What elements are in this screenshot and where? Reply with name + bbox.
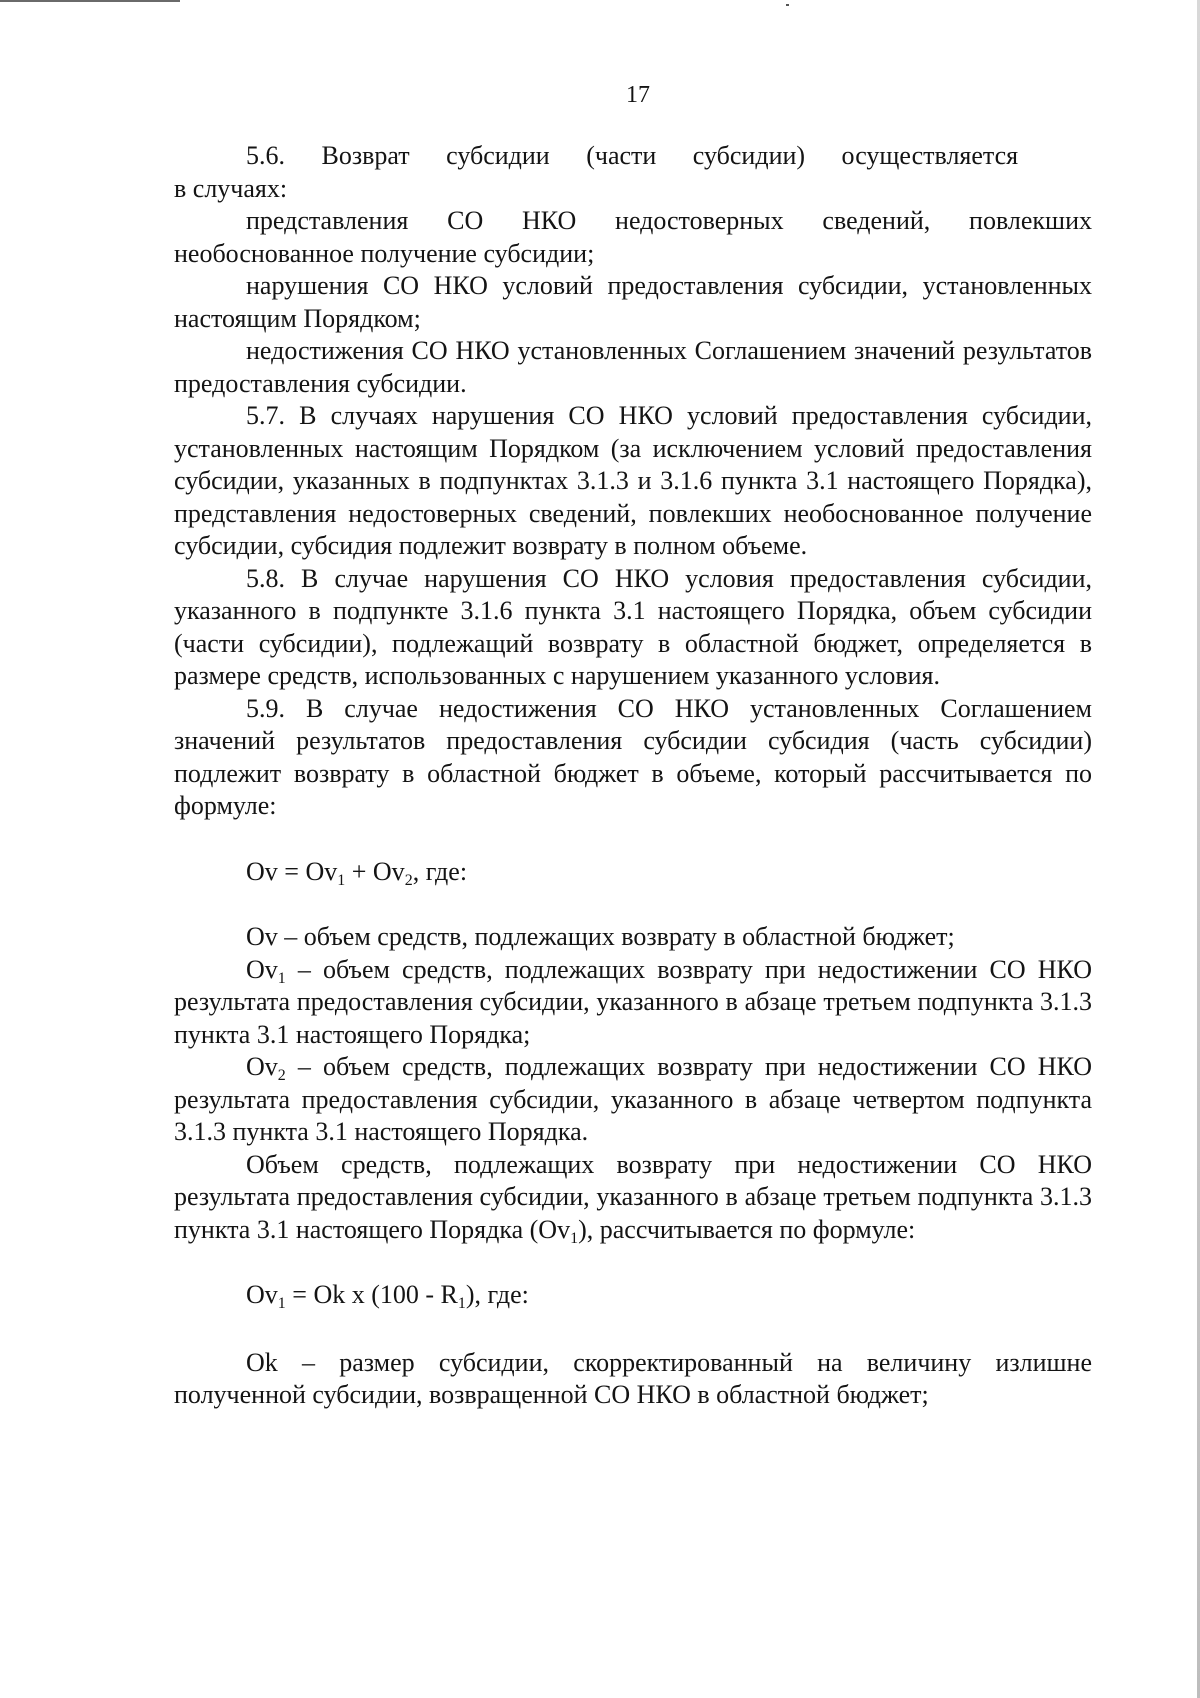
formula-ov1-lhs-subscript: 1: [277, 1295, 286, 1312]
paragraph-5-6: 5.6. Возврат субсидии (части субсидии) осуществляется: [246, 141, 1019, 170]
formula-ov-term1: Ov: [305, 856, 338, 886]
definition-ov1: [174, 954, 1092, 1052]
spacer: [174, 888, 1092, 921]
paragraph-case-violation: нарушения СО НКО условий предоставления субсидии, установленных настоящим Порядком;: [174, 271, 1092, 333]
definition-ov: Ov – объем средств, подлежащих возврату в областной бюджет;: [246, 922, 955, 951]
definition-ov2-subscript: 2: [277, 1067, 286, 1084]
paragraph-5-6-continuation: в случаях:: [174, 173, 288, 203]
definition-ov2: [174, 1051, 1092, 1149]
formula-ov-plus: +: [345, 856, 373, 886]
page-number: 17: [626, 82, 650, 108]
scan-artifact-line: [0, 0, 180, 2]
definition-ov1-subscript: 1: [277, 969, 286, 987]
paragraph-case-nonachievement: недостижения СО НКО установленных Соглашением значений результатов предоставления субсидии.: [174, 336, 1092, 398]
formula-ov-tail: , где:: [412, 856, 468, 886]
volume-ov1-text: Объем средств, подлежащих возврату при недостижении СО НКО результата предоставления субсидии, указанного в абзаце третьем подпункта 3.1.3 пункта 3.1 настоящего Порядка (Ov: [174, 1149, 1092, 1244]
definition-ov1-symbol: Ov: [246, 954, 278, 984]
definition-ov1-text: – объем средств, подлежащих возврату при недостижении СО НКО результата предоставления субсидии, указанного в абзаце третьем подпункта 3.1.3 пункта 3.1 настоящего Порядка;: [174, 954, 1092, 1049]
formula-ov-equals: =: [277, 856, 306, 886]
scan-artifact-dot: [786, 4, 789, 6]
formula-ov1-middle: = Ok x (100 - R: [285, 1280, 458, 1309]
formula-ov1-lhs: Ov: [246, 1280, 278, 1309]
formula-ov: [174, 856, 1092, 889]
paragraph-5-7: 5.7. В случаях нарушения СО НКО условий предоставления субсидии, установленных настоящим Порядком (за исключением условий предоставления субсидии, указанных в подпунктах 3.1.3 и 3.1.6 пункта 3.1 настоящего Порядка), представления недостоверных сведений, повлекших необоснованное получение субсидии, субсидия подлежит возврату в полном объеме.: [174, 401, 1092, 560]
formula-ov1-r-subscript: 1: [457, 1295, 466, 1312]
paragraph-volume-ov1: [174, 1149, 1092, 1247]
document-body: [174, 140, 1092, 1412]
volume-ov1-subscript: 1: [570, 1229, 579, 1247]
spacer: [174, 1312, 1092, 1347]
spacer: [174, 1246, 1092, 1279]
definition-ov2-symbol: Ov: [246, 1052, 278, 1081]
definition-ok: Ok – размер субсидии, скорректированный на величину излишне полученной субсидии, возвращенной СО НКО в областной бюджет;: [174, 1347, 1092, 1409]
formula-ov-term2-subscript: 2: [404, 871, 413, 889]
formula-ov1: [174, 1279, 1092, 1312]
paragraph-5-9: 5.9. В случае недостижения СО НКО установленных Соглашением значений результатов предоставления субсидии субсидия (часть субсидии) подлежит возврату в областной бюджет в объеме, который рассчитывается по формуле:: [174, 693, 1092, 820]
formula-ov-lhs: Ov: [246, 856, 278, 886]
formula-ov-term1-subscript: 1: [337, 871, 346, 889]
volume-ov1-tail: ), рассчитывается по формуле:: [578, 1214, 916, 1244]
spacer: [174, 823, 1092, 856]
definition-ov2-text: – объем средств, подлежащих возврату при недостижении СО НКО результата предоставления субсидии, указанного в абзаце четвертом подпункта 3.1.3 пункта 3.1 настоящего Порядка.: [174, 1052, 1092, 1146]
paragraph-5-8: 5.8. В случае нарушения СО НКО условия предоставления субсидии, указанного в подпункте 3.1.6 пункта 3.1 настоящего Порядка, объем субсидии (части субсидии), подлежащий возврату в областной бюджет, определяется в размере средств, использованных с нарушением указанного условия.: [174, 563, 1092, 690]
formula-ov-term2: Ov: [372, 856, 405, 886]
paragraph-case-unreliable-info: представления СО НКО недостоверных сведений, повлекших необоснованное получение субсидии;: [174, 206, 1092, 268]
formula-ov1-tail: ), где:: [465, 1280, 529, 1309]
